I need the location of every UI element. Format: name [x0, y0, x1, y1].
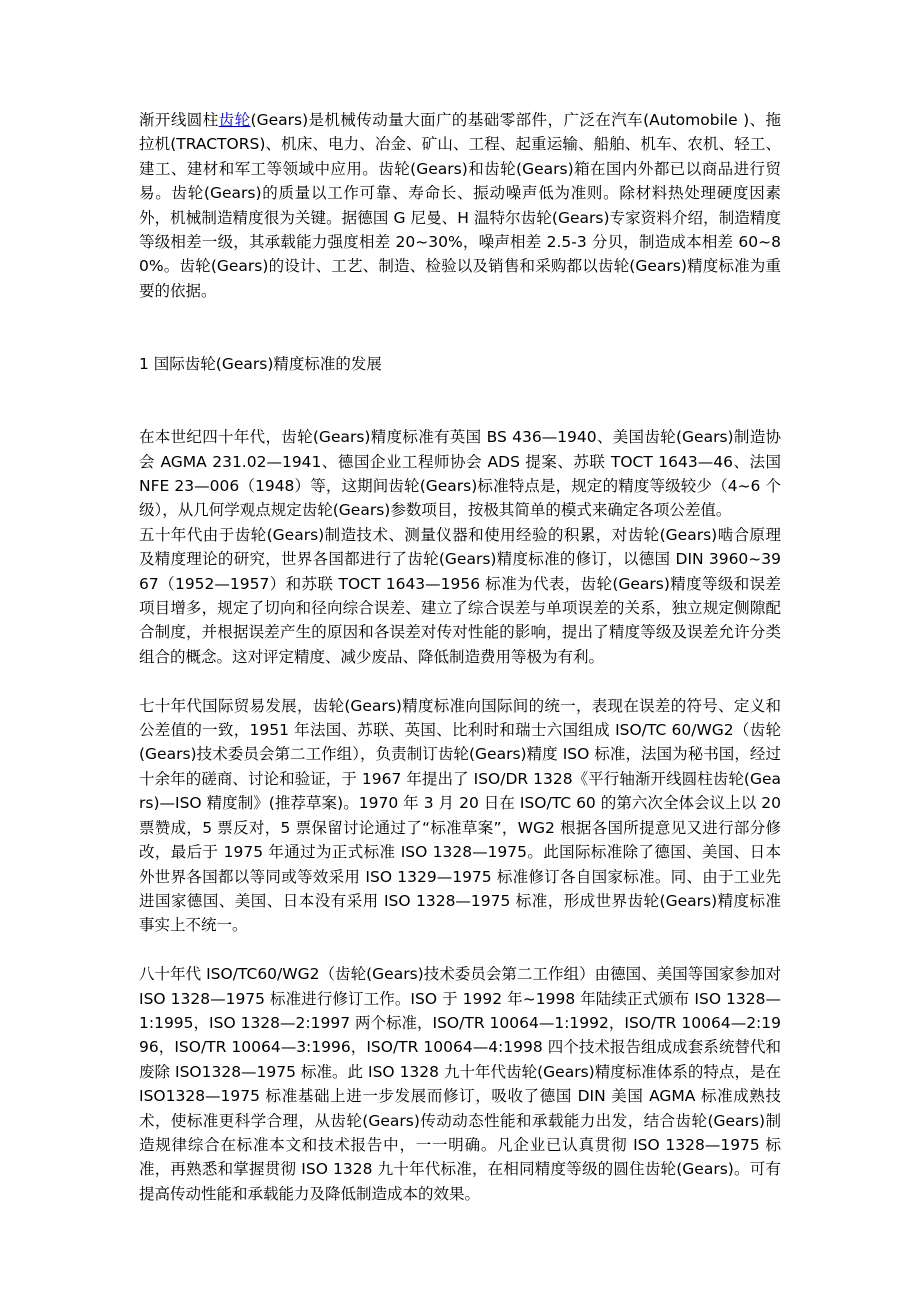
paragraph-1950s: 五十年代由于齿轮(Gears)制造技术、测量仪器和使用经验的积累，对齿轮(Gears)啮合原理及精度理论的研究，世界各国都进行了齿轮(Gears)精度标准的修订，以德国 DIN 3960~3967（1952—1957）和苏联 TOCT 1643—1956 标准为代表，齿轮(Gears)精度等级和误差项目增多，规定了切向和径向综合误差、建立了综合误差与单项误差的关系，独立规定侧隙配合制度，并根据误差产生的原因和各误差对传对性能的影响，提出了精度等级及误差允许分类组合的概念。这对评定精度、减少废品、降低制造费用等极为有利。	[139, 525, 781, 666]
paragraph-spacer	[139, 376, 781, 400]
intro-text-after-link: (Gears)是机械传动量大面广的基础零部件，广泛在汽车(Automobile )、拖拉机(TRACTORS)、机床、电力、冶金、矿山、工程、起重运输、船舶、机车、农机、轻工、建工、建材和军工等领域中应用。齿轮(Gears)和齿轮(Gears)箱在国内外都已以商品进行贸易。齿轮(Gears)的质量以工作可靠、寿命长、振动噪声低为准则。除材料热处理硬度因素外，机械制造精度很为关键。据德国 G 尼曼、H 温特尔齿轮(Gears)专家资料介绍，制造精度等级相差一级，其承载能力强度相差 20~30%，噪声相差 2.5-3 分贝，制造成本相差 60~80%。齿轮(Gears)的设计、工艺、制造、检验以及销售和采购都以齿轮(Gears)精度标准为重要的依据。	[139, 111, 781, 300]
gears-link[interactable]: 齿轮	[218, 111, 251, 129]
paragraph-spacer	[139, 401, 781, 425]
paragraph-1940s: 在本世纪四十年代，齿轮(Gears)精度标准有英国 BS 436—1940、美国齿轮(Gears)制造协会 AGMA 231.02—1941、德国企业工程师协会 ADS 提案、苏联 TOCT 1643—46、法国 NFE 23—006（1948）等，这期间齿轮(Gears)标准特点是，规定的精度等级较少（4~6 个级），从几何学观点规定齿轮(Gears)参数项目，按极其简单的模式来确定各项公差值。	[139, 428, 781, 520]
paragraph-spacer	[139, 303, 781, 327]
document-page	[139, 108, 781, 1206]
paragraph-spacer	[139, 669, 781, 693]
paragraph-1980s: 八十年代 ISO/TC60/WG2（齿轮(Gears)技术委员会第二工作组）由德国、美国等国家参加对 ISO 1328—1975 标准进行修订工作。ISO 于 1992 年~1998 年陆续正式颁布 ISO 1328—1:1995，ISO 1328—2:1997 两个标准，ISO/TR 10064—1:1992，ISO/TR 10064—2:1996，ISO/TR 10064—3:1996，ISO/TR 10064—4:1998 四个技术报告组成成套系统替代和废除 ISO1328—1975 标准。此 ISO 1328 九十年代齿轮(Gears)精度标准体系的特点，是在 ISO1328—1975 标准基础上进一步发展而修订，吸收了德国 DIN 美国 AGMA 标准成熟技术，使标准更科学合理，从齿轮(Gears)传动动态性能和承载能力出发，结合齿轮(Gears)制造规律综合在标准本文和技术报告中，一一明确。凡企业已认真贯彻 ISO 1328—1975 标准，再熟悉和掌握贯彻 ISO 1328 九十年代标准，在相同精度等级的圆住齿轮(Gears)。可有提高传动性能和承载能力及降低制造成本的效果。	[139, 965, 781, 1203]
paragraph-spacer	[139, 328, 781, 352]
paragraph-spacer	[139, 938, 781, 962]
paragraph-1970s: 七十年代国际贸易发展，齿轮(Gears)精度标准向国际间的统一，表现在误差的符号、定义和公差值的一致，1951 年法国、苏联、英国、比利时和瑞士六国组成 ISO/TC 60/WG2（齿轮(Gears)技术委员会第二工作组），负责制订齿轮(Gears)精度 ISO 标准，法国为秘书国，经过十余年的磋商、讨论和验证，于 1967 年提出了 ISO/DR 1328《平行轴渐开线圆柱齿轮(Gears)—ISO 精度制》(推荐草案)。1970 年 3 月 20 日在 ISO/TC 60 的第六次全体会议上以 20 票赞成，5 票反对，5 票保留讨论通过了“标准草案”，WG2 根据各国所提意见又进行部分修改，最后于 1975 年通过为正式标准 ISO 1328—1975。此国际标准除了德国、美国、日本外世界各国都以等同或等效采用 ISO 1329—1975 标准修订各自国家标准。同、由于工业先进国家德国、美国、日本没有采用 ISO 1328—1975 标准，形成世界齿轮(Gears)精度标准事实上不统一。	[139, 696, 781, 935]
intro-text-before-link: 渐开线圆柱	[139, 111, 219, 129]
intro-paragraph	[139, 108, 781, 303]
section-heading: 1 国际齿轮(Gears)精度标准的发展	[139, 355, 382, 374]
